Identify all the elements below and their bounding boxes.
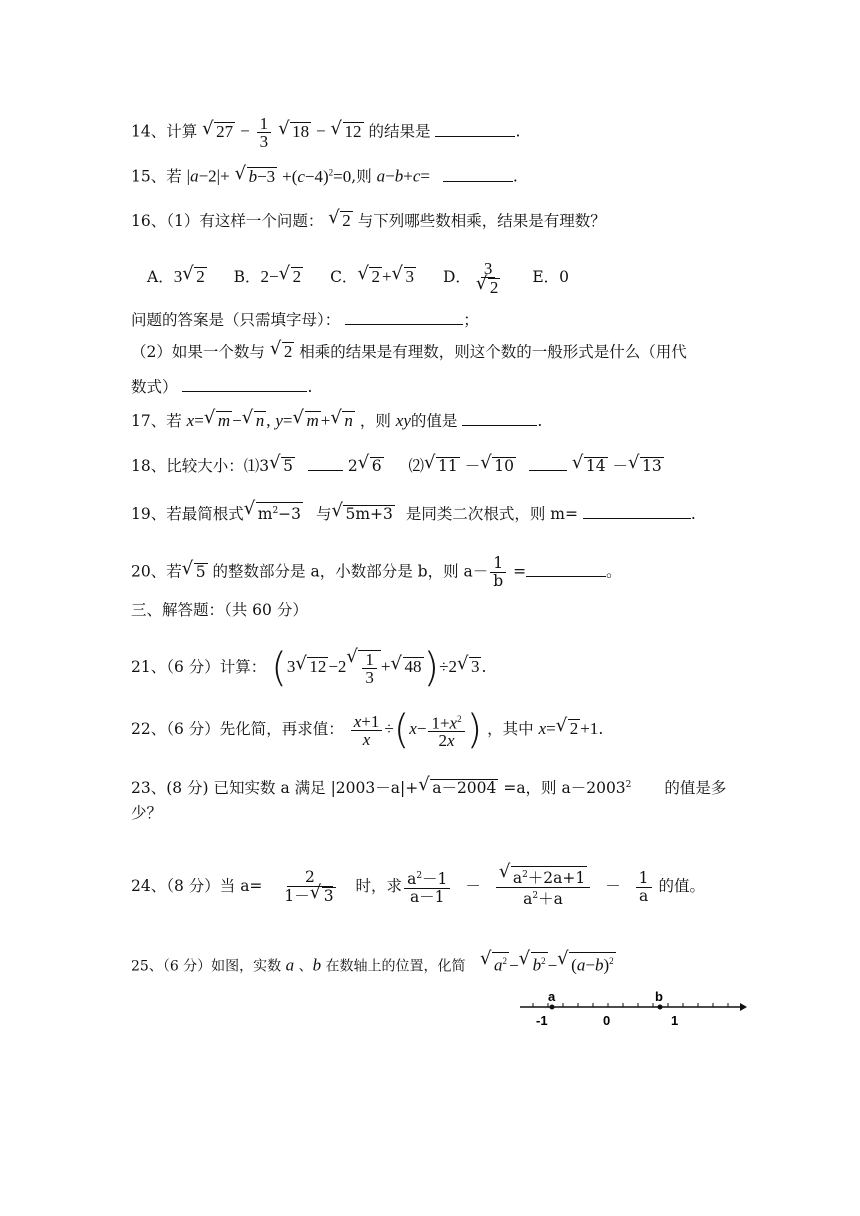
question-18: 18、比较大小：⑴3√ 5 2√ 6 ⑵√ 11 －√ 10 √ 14 －√ 13: [131, 456, 664, 476]
number-line: [515, 990, 755, 1040]
q14-number: 14、计算: [131, 122, 198, 141]
option-a: A．3√ 2: [147, 267, 207, 287]
question-22: 22、（6 分）先化简，再求值： $\frac{x+1}{x}$ ÷(x− $\frac{1+x^2}{2x}$ ) ，其中 x=√ 2 +1.: [131, 710, 603, 750]
sqrt-18: √ 18: [279, 122, 311, 142]
label-0: 0: [603, 1013, 611, 1028]
label-b: b: [655, 990, 663, 1004]
q16-options: [147, 260, 591, 296]
sqrt-12: √ 12: [332, 122, 364, 142]
option-d: D． 3 √ 2: [443, 260, 505, 296]
answer-blank[interactable]: [462, 411, 537, 426]
sqrt-b-3: √ b−3: [236, 167, 278, 187]
question-20: 20、若√ 5 的整数部分是 a，小数部分是 b，则 a－ $\frac{1}{b}$ = 。: [131, 555, 622, 590]
question-21: 21、（6 分）计算： (3√ 12 −2 √ $\frac{1}{3}$ +√ 48)÷2√ 3 .: [131, 648, 486, 688]
answer-blank[interactable]: [182, 377, 307, 392]
sqrt-2: √ 2: [329, 211, 353, 231]
section-title: 三、解答题：（共 60 分）: [131, 601, 308, 619]
point-a: [550, 1005, 555, 1010]
question-23: 23、(8 分) 已知实数 a 满足 |2003－a|+√ a－2004 =a，则 $a-2003^2$ 的值是多: [131, 775, 726, 798]
answer-blank[interactable]: [443, 167, 513, 182]
question-19: 19、若最简根式√ $m^2-3$ 与√ 5m+3 是同类二次根式，则 m= .: [131, 502, 696, 524]
option-c: C．√ 2 +√ 3: [330, 267, 416, 287]
question-15: 15、若 |a−2|+ √ $b-3 +(c-4)^2=0$,则 a−b+c= .: [131, 162, 518, 187]
answer-blank[interactable]: [529, 456, 567, 471]
point-b: [658, 1005, 663, 1010]
label-1: 1: [671, 1013, 679, 1028]
sqrt-27: √ 27: [203, 122, 235, 142]
answer-blank[interactable]: [583, 504, 691, 519]
question-17: 17、若 x=√ m −√ n , y=√ m +√ n ，则 xy的值是 .: [131, 411, 542, 431]
answer-blank[interactable]: [345, 310, 463, 325]
label-a: a: [548, 990, 556, 1004]
question-23-cont: 少？: [131, 804, 163, 822]
answer-blank[interactable]: [308, 456, 343, 471]
q16-answer-line: 问题的答案是（只需填字母）： ；: [131, 311, 479, 329]
question-25: 25、（6 分）如图，实数 a 、b 在数轴上的位置，化简 √ $a^2$ −√ $b^2$ −√ $(a-b)^2$: [131, 952, 616, 977]
q16-part2: （2）如果一个数与 √ 2 相乘的结果是有理数，则这个数的一般形式是什么（用代: [131, 342, 687, 362]
q14-text: 的结果是: [368, 122, 431, 141]
question-24: 24、（8 分）当 a= $\frac{2}{1-√ 3}$ 时，求 $\frac{a^2-1}{a-1}$ － √ $\frac{a^2+2a+1}{a^2+a}$ － $\frac{1}{a}$ 的值。: [131, 866, 705, 908]
question-16: 16、（1）有这样一个问题： √ 2 与下列哪些数相乘，结果是有理数？: [131, 211, 606, 231]
answer-blank[interactable]: [526, 562, 606, 577]
answer-blank[interactable]: [435, 122, 515, 137]
option-b: B．2−√ 2: [234, 267, 303, 287]
q16-part2-cont: 数式） .: [131, 378, 313, 396]
label-neg1: -1: [536, 1013, 548, 1028]
option-e: E．0: [532, 268, 570, 286]
fraction-one-third: $\frac{1}{3}$: [257, 115, 272, 150]
question-14: 14、计算 √ 27 − $\frac{1}{3}$ √ 18 − √ 12 的结果是 .: [131, 115, 520, 150]
